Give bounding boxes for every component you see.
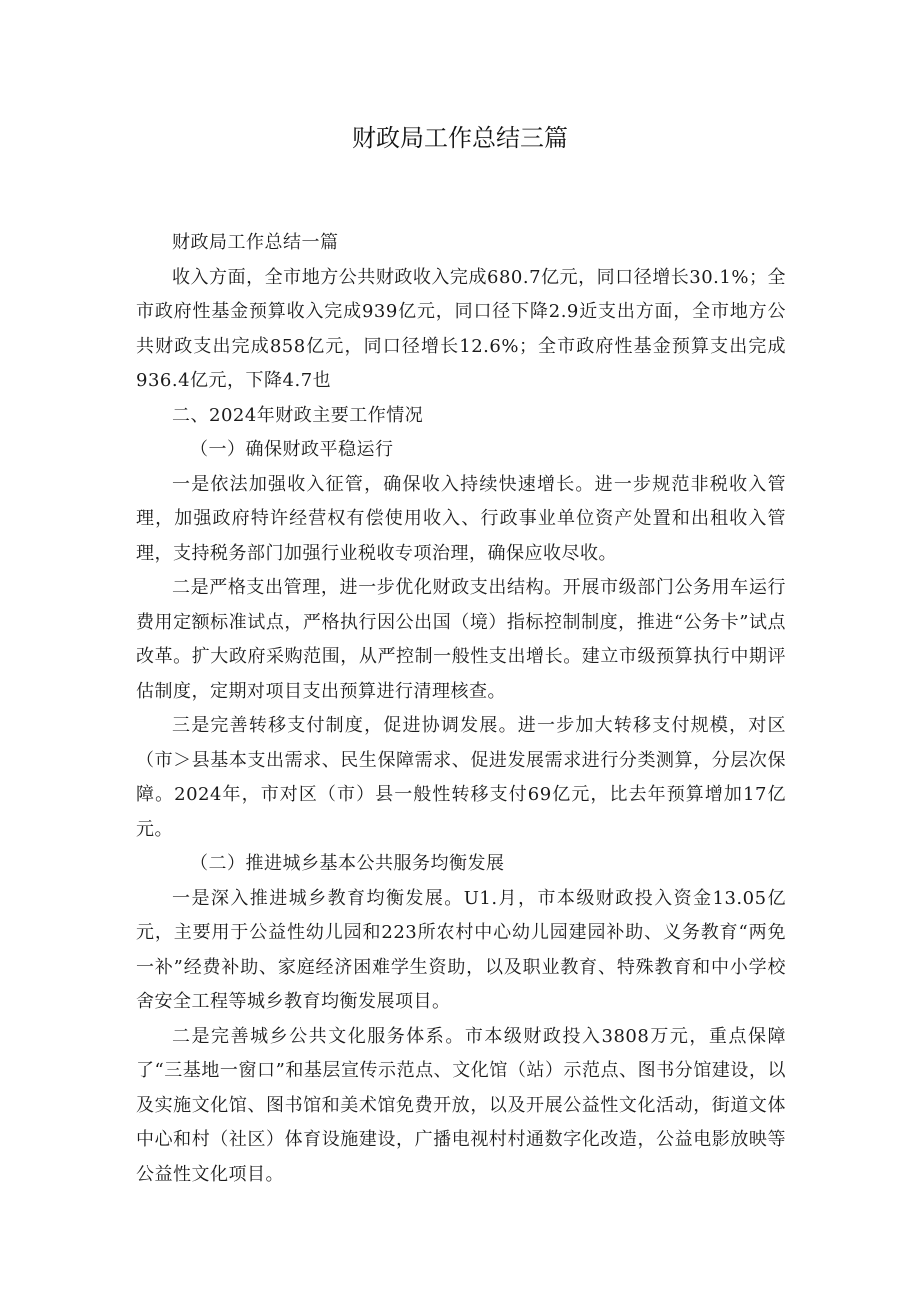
subsection-heading-public-services: （二）推进城乡基本公共服务均衡发展 [190, 853, 505, 874]
section-heading-part-one: 财政局工作总结一篇 [172, 232, 339, 253]
paragraph-transfer-payment: 三是完善转移支付制度，促进协调发展。进一步加大转移支付规模，对区（市＞县基本支出需求、民生保障需求、促进发展需求进行分类测算，分层次保障。2024年，市对区（市）县一般性转移支付69亿元，比去年预算增加17亿元。 [136, 715, 786, 840]
document-title: 财政局工作总结三篇 [352, 124, 568, 152]
paragraph-education: 一是深入推进城乡教育均衡发展。U1.月，市本级财政投入资金13.05亿元，主要用于公益性幼儿园和223所农村中心幼儿园建园补助、义务教育“两免一补”经费补助、家庭经济困难学生资助，以及职业教育、特殊教育和中小学校舍安全工程等城乡教育均衡发展项目。 [136, 887, 786, 1012]
document-body [136, 226, 786, 1192]
paragraph-revenue-collection: 一是依法加强收入征管，确保收入持续快速增长。进一步规范非税收入管理，加强政府特许经营权有偿使用收入、行政事业单位资产处置和出租收入管理，支持税务部门加强行业税收专项治理，确保应收尽收。 [136, 473, 786, 564]
paragraph-revenue-summary: 收入方面，全市地方公共财政收入完成680.7亿元，同口径增长30.1%；全市政府性基金预算收入完成939亿元，同口径下降2.9近支出方面，全市地方公共财政支出完成858亿元，同口径增长12.6%；全市政府性基金预算支出完成936.4亿元，下降4.7也 [136, 266, 786, 391]
section-heading-main-work: 二、2024年财政主要工作情况 [172, 404, 424, 426]
paragraph-culture: 二是完善城乡公共文化服务体系。市本级财政投入3808万元，重点保障了“三基地一窗口”和基层宣传示范点、文化馆（站）示范点、图书分馆建设，以及实施文化馆、图书馆和美术馆免费开放，以及开展公益性文化活动，街道文体中心和村（社区）体育设施建设，广播电视村村通数字化改造，公益电影放映等公益性文化项目。 [136, 1025, 786, 1185]
paragraph-expenditure-management: 二是严格支出管理，进一步优化财政支出结构。开展市级部门公务用车运行费用定额标准试点，严格执行因公出国（境）指标控制制度，推进“公务卡”试点改革。扩大政府采购范围，从严控制一般性支出增长。建立市级预算执行中期评估制度，定期对项目支出预算进行清理核查。 [136, 577, 786, 702]
subsection-heading-stable-finance: （一）确保财政平稳运行 [190, 439, 394, 460]
